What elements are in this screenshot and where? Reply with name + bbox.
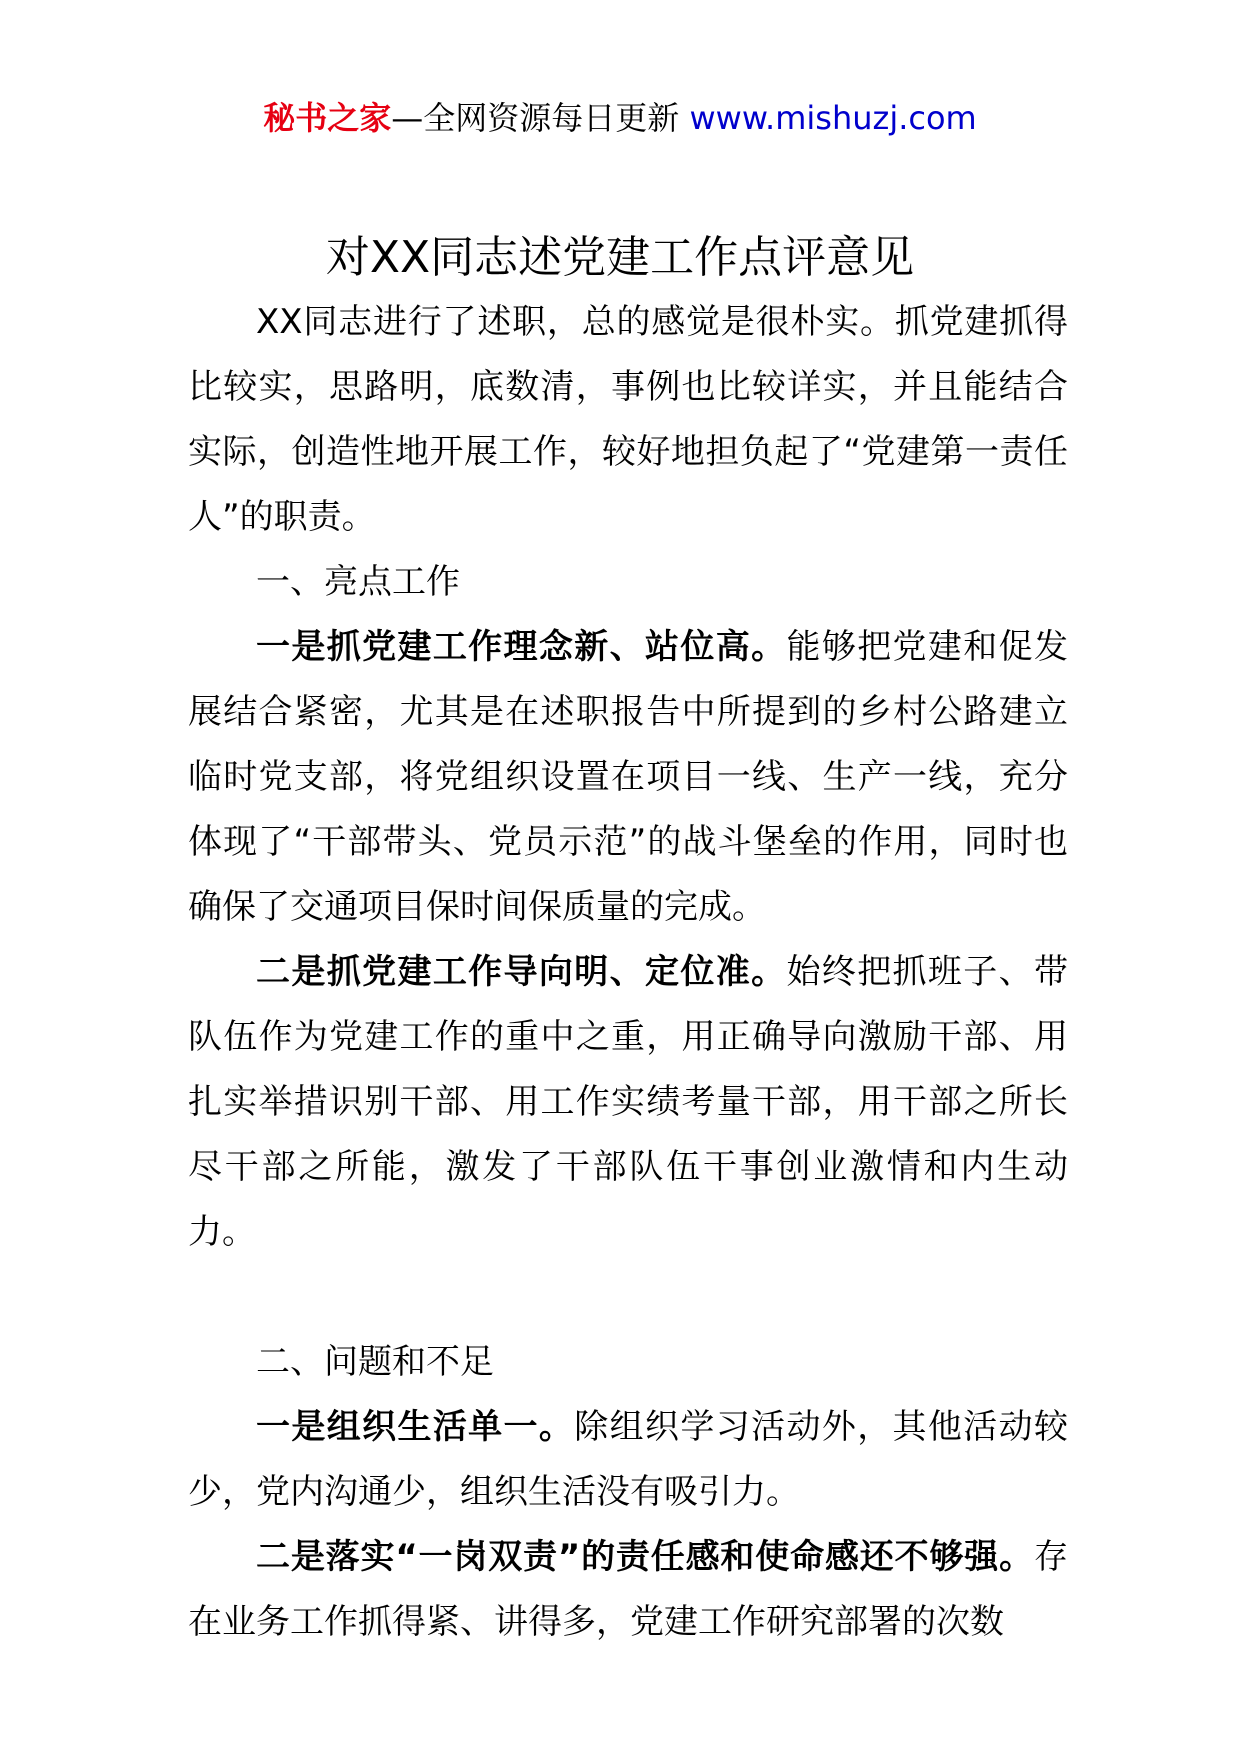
document-title: 对XX同志述党建工作点评意见 [325, 232, 915, 283]
intro-paragraph: XX同志进行了述职，总的感觉是很朴实。抓党建抓得比较实，思路明，底数清，事例也比较详实，并且能结合实际，创造性地开展工作，较好地担负起了“党建第一责任人”的职责。 [188, 302, 1068, 537]
problem-1-text: 除组织学习活动外，其他活动较少，党内沟通少，组织生活没有吸引力。 [188, 1407, 1069, 1512]
document-body [188, 290, 1068, 1655]
problem-paragraph-2 [188, 1525, 1068, 1655]
site-url-link[interactable]: www.mishuzj.com [689, 99, 977, 137]
problem-2-lead: 二是落实“一岗双责”的责任感和使命感还不够强。 [256, 1537, 1034, 1577]
highlight-1-lead: 一是抓党建工作理念新、站位高。 [256, 627, 787, 667]
header-slogan: —全网资源每日更新 [391, 99, 680, 137]
site-header [0, 96, 1240, 140]
highlight-1-text: 能够把党建和促发展结合紧密，尤其是在述职报告中所提到的乡村公路建立临时党支部，将党组织设置在项目一线、生产一线，充分体现了“干部带头、党员示范”的战斗堡垒的作用，同时也确保了交通项目保时间保质量的完成。 [188, 627, 1069, 927]
brand-name: 秘书之家 [263, 99, 392, 137]
highlight-paragraph-1 [188, 615, 1068, 940]
highlight-2-text: 始终把抓班子、带队伍作为党建工作的重中之重，用正确导向激励干部、用扎实举措识别干部、用工作实绩考量干部，用干部之所长尽干部之所能，激发了干部队伍干事创业激情和内生动力。 [188, 952, 1069, 1252]
section-heading-problems: 二、问题和不足 [256, 1342, 494, 1382]
section-heading-highlights: 一、亮点工作 [256, 562, 460, 602]
problem-2-text: 存在业务工作抓得紧、讲得多，党建工作研究部署的次数 [188, 1537, 1068, 1642]
highlight-paragraph-2 [188, 940, 1068, 1265]
problem-paragraph-1 [188, 1395, 1068, 1525]
problem-1-lead: 一是组织生活单一。 [256, 1407, 575, 1447]
highlight-2-lead: 二是抓党建工作导向明、定位准。 [256, 952, 787, 992]
